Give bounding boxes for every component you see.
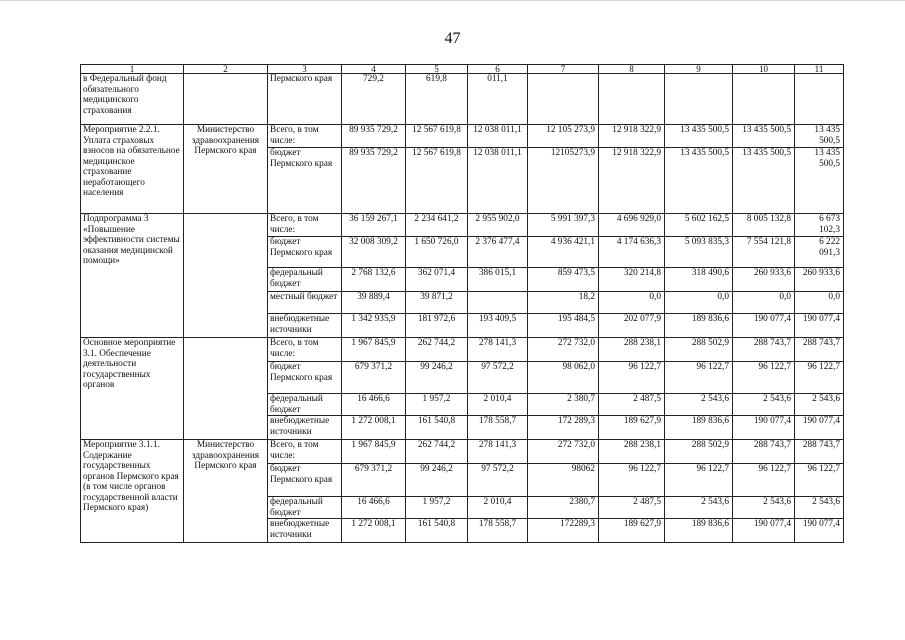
amount-cell: 2 543,6 bbox=[795, 394, 844, 416]
amount-cell: 13 435 500,5 bbox=[733, 125, 795, 148]
amount-cell: 190 077,4 bbox=[795, 519, 844, 543]
amount-cell: 1 272 008,1 bbox=[342, 519, 406, 543]
amount-cell: 2 543,6 bbox=[733, 497, 795, 519]
funding-source-cell: бюджет Пермского края bbox=[268, 362, 342, 394]
column-number: 3 bbox=[268, 65, 342, 74]
program-cell: Мероприятие 3.1.1. Содержание государственных органов Пермского края (в том числе органов государственной власти Пермского края) bbox=[81, 440, 184, 543]
amount-cell: 189 627,9 bbox=[599, 416, 665, 440]
amount-cell: 96 122,7 bbox=[599, 464, 665, 497]
amount-cell: 172 289,3 bbox=[528, 416, 599, 440]
amount-cell: 12 918 322,9 bbox=[599, 148, 665, 214]
funding-source-cell: местный бюджет bbox=[268, 292, 342, 314]
amount-cell: 2 376 477,4 bbox=[468, 237, 528, 268]
budget-table bbox=[80, 64, 844, 543]
amount-cell: 2 487,5 bbox=[599, 394, 665, 416]
amount-cell: 6 222 091,3 bbox=[795, 237, 844, 268]
amount-cell bbox=[665, 74, 733, 125]
amount-cell: 1 967 845,9 bbox=[342, 338, 406, 362]
amount-cell: 1 342 935,9 bbox=[342, 314, 406, 338]
amount-cell: 189 836,6 bbox=[665, 314, 733, 338]
funding-source-cell: бюджет Пермского края bbox=[268, 237, 342, 268]
column-number: 7 bbox=[528, 65, 599, 74]
amount-cell: 4 936 421,1 bbox=[528, 237, 599, 268]
column-number: 1 bbox=[81, 65, 184, 74]
program-cell: Подпрограмма 3 «Повышение эффективности системы оказания медицинской помощи» bbox=[81, 214, 184, 338]
amount-cell: 96 122,7 bbox=[733, 464, 795, 497]
amount-cell bbox=[468, 292, 528, 314]
amount-cell: 0,0 bbox=[795, 292, 844, 314]
amount-cell bbox=[795, 74, 844, 125]
amount-cell: 6 673 102,3 bbox=[795, 214, 844, 237]
table-row bbox=[81, 440, 844, 464]
amount-cell: 189 836,6 bbox=[665, 519, 733, 543]
amount-cell: 0,0 bbox=[733, 292, 795, 314]
amount-cell: 288 502,9 bbox=[665, 440, 733, 464]
amount-cell: 320 214,8 bbox=[599, 268, 665, 292]
amount-cell: 12 038 011,1 bbox=[468, 125, 528, 148]
amount-cell: 288 743,7 bbox=[795, 338, 844, 362]
amount-cell: 1 957,2 bbox=[406, 394, 468, 416]
amount-cell: 13 435 500,5 bbox=[665, 125, 733, 148]
amount-cell: 1 957,2 bbox=[406, 497, 468, 519]
amount-cell: 12 567 619,8 bbox=[406, 148, 468, 214]
executor-cell bbox=[184, 338, 268, 440]
funding-source-cell: Всего, в том числе: bbox=[268, 125, 342, 148]
amount-cell: 4 174 636,3 bbox=[599, 237, 665, 268]
amount-cell: 859 473,5 bbox=[528, 268, 599, 292]
amount-cell: 195 484,5 bbox=[528, 314, 599, 338]
funding-source-cell: бюджет Пермского края bbox=[268, 148, 342, 214]
amount-cell: 96 122,7 bbox=[795, 464, 844, 497]
table-row bbox=[81, 125, 844, 148]
funding-source-cell: Всего, в том числе: bbox=[268, 338, 342, 362]
column-number: 8 bbox=[599, 65, 665, 74]
executor-cell: Министерство здравоохранения Пермского края bbox=[184, 125, 268, 214]
amount-cell: 190 077,4 bbox=[733, 519, 795, 543]
amount-cell: 288 743,7 bbox=[733, 338, 795, 362]
funding-source-cell: Всего, в том числе: bbox=[268, 214, 342, 237]
amount-cell: 318 490,6 bbox=[665, 268, 733, 292]
amount-cell bbox=[733, 74, 795, 125]
funding-source-cell: внебюджетные источники bbox=[268, 519, 342, 543]
amount-cell: 011,1 bbox=[468, 74, 528, 125]
amount-cell: 2 768 132,6 bbox=[342, 268, 406, 292]
amount-cell: 2 543,6 bbox=[665, 394, 733, 416]
amount-cell: 96 122,7 bbox=[599, 362, 665, 394]
amount-cell: 178 558,7 bbox=[468, 416, 528, 440]
funding-source-cell: внебюджетные источники bbox=[268, 416, 342, 440]
amount-cell: 12 038 011,1 bbox=[468, 148, 528, 214]
amount-cell: 99 246,2 bbox=[406, 464, 468, 497]
amount-cell: 386 015,1 bbox=[468, 268, 528, 292]
amount-cell: 0,0 bbox=[665, 292, 733, 314]
amount-cell: 12 105 273,9 bbox=[528, 125, 599, 148]
amount-cell: 98062 bbox=[528, 464, 599, 497]
amount-cell: 18,2 bbox=[528, 292, 599, 314]
amount-cell: 96 122,7 bbox=[733, 362, 795, 394]
amount-cell: 32 008 309,2 bbox=[342, 237, 406, 268]
funding-source-cell: федеральный бюджет bbox=[268, 268, 342, 292]
table-row bbox=[81, 214, 844, 237]
amount-cell: 0,0 bbox=[599, 292, 665, 314]
column-number-row bbox=[81, 65, 844, 74]
amount-cell: 288 502,9 bbox=[665, 338, 733, 362]
amount-cell: 189 836,6 bbox=[665, 416, 733, 440]
amount-cell: 262 744,2 bbox=[406, 440, 468, 464]
amount-cell bbox=[599, 74, 665, 125]
funding-source-cell: бюджет Пермского края bbox=[268, 464, 342, 497]
amount-cell: 181 972,6 bbox=[406, 314, 468, 338]
amount-cell: 278 141,3 bbox=[468, 338, 528, 362]
amount-cell: 2 234 641,2 bbox=[406, 214, 468, 237]
executor-cell: Министерство здравоохранения Пермского края bbox=[184, 440, 268, 543]
funding-source-cell: внебюджетные источники bbox=[268, 314, 342, 338]
amount-cell: 7 554 121,8 bbox=[733, 237, 795, 268]
page-top-edge bbox=[0, 0, 905, 7]
amount-cell: 1 272 008,1 bbox=[342, 416, 406, 440]
column-number: 10 bbox=[733, 65, 795, 74]
amount-cell: 288 743,7 bbox=[733, 440, 795, 464]
amount-cell: 89 935 729,2 bbox=[342, 148, 406, 214]
amount-cell: 2 543,6 bbox=[733, 394, 795, 416]
amount-cell: 1 650 726,0 bbox=[406, 237, 468, 268]
column-number: 11 bbox=[795, 65, 844, 74]
amount-cell: 161 540,8 bbox=[406, 416, 468, 440]
page-number: 47 bbox=[444, 30, 461, 47]
amount-cell: 96 122,7 bbox=[795, 362, 844, 394]
amount-cell: 619,8 bbox=[406, 74, 468, 125]
column-number: 4 bbox=[342, 65, 406, 74]
amount-cell: 190 077,4 bbox=[795, 416, 844, 440]
executor-cell bbox=[184, 74, 268, 125]
program-cell: Основное мероприятие 3.1. Обеспечение деятельности государственных органов bbox=[81, 338, 184, 440]
amount-cell: 96 122,7 bbox=[665, 362, 733, 394]
program-cell: в Федеральный фонд обязательного медицинского страхования bbox=[81, 74, 184, 125]
funding-source-cell: Пермского края bbox=[268, 74, 342, 125]
amount-cell: 16 466,6 bbox=[342, 497, 406, 519]
amount-cell: 2 543,6 bbox=[795, 497, 844, 519]
amount-cell: 8 005 132,8 bbox=[733, 214, 795, 237]
amount-cell: 2380,7 bbox=[528, 497, 599, 519]
amount-cell: 190 077,4 bbox=[795, 314, 844, 338]
amount-cell: 98 062,0 bbox=[528, 362, 599, 394]
amount-cell: 99 246,2 bbox=[406, 362, 468, 394]
amount-cell: 362 071,4 bbox=[406, 268, 468, 292]
amount-cell: 272 732,0 bbox=[528, 440, 599, 464]
amount-cell: 193 409,5 bbox=[468, 314, 528, 338]
amount-cell: 36 159 267,1 bbox=[342, 214, 406, 237]
amount-cell: 39 871,2 bbox=[406, 292, 468, 314]
amount-cell: 2 543,6 bbox=[665, 497, 733, 519]
amount-cell: 12 567 619,8 bbox=[406, 125, 468, 148]
amount-cell: 2 380,7 bbox=[528, 394, 599, 416]
amount-cell: 5 602 162,5 bbox=[665, 214, 733, 237]
table-row bbox=[81, 338, 844, 362]
executor-cell bbox=[184, 214, 268, 338]
amount-cell: 2 487,5 bbox=[599, 497, 665, 519]
amount-cell: 172289,3 bbox=[528, 519, 599, 543]
table-row bbox=[81, 74, 844, 125]
amount-cell: 96 122,7 bbox=[665, 464, 733, 497]
funding-source-cell: Всего, в том числе: bbox=[268, 440, 342, 464]
amount-cell: 278 141,3 bbox=[468, 440, 528, 464]
column-number: 6 bbox=[468, 65, 528, 74]
amount-cell: 189 627,9 bbox=[599, 519, 665, 543]
amount-cell: 288 238,1 bbox=[599, 338, 665, 362]
amount-cell: 729,2 bbox=[342, 74, 406, 125]
amount-cell: 288 743,7 bbox=[795, 440, 844, 464]
amount-cell bbox=[528, 74, 599, 125]
column-number: 5 bbox=[406, 65, 468, 74]
funding-source-cell: федеральный бюджет bbox=[268, 497, 342, 519]
amount-cell: 2 010,4 bbox=[468, 394, 528, 416]
column-number: 9 bbox=[665, 65, 733, 74]
amount-cell: 679 371,2 bbox=[342, 464, 406, 497]
amount-cell: 89 935 729,2 bbox=[342, 125, 406, 148]
amount-cell: 178 558,7 bbox=[468, 519, 528, 543]
amount-cell: 39 889,4 bbox=[342, 292, 406, 314]
amount-cell: 13 435 500,5 bbox=[733, 148, 795, 214]
column-number: 2 bbox=[184, 65, 268, 74]
amount-cell: 260 933,6 bbox=[733, 268, 795, 292]
amount-cell: 5 093 835,3 bbox=[665, 237, 733, 268]
program-cell: Мероприятие 2.2.1. Уплата страховых взносов на обязательное медицинское страхование неработающего населения bbox=[81, 125, 184, 214]
amount-cell: 190 077,4 bbox=[733, 416, 795, 440]
funding-source-cell: федеральный бюджет bbox=[268, 394, 342, 416]
amount-cell: 190 077,4 bbox=[733, 314, 795, 338]
amount-cell: 272 732,0 bbox=[528, 338, 599, 362]
amount-cell: 16 466,6 bbox=[342, 394, 406, 416]
amount-cell: 202 077,9 bbox=[599, 314, 665, 338]
amount-cell: 260 933,6 bbox=[795, 268, 844, 292]
amount-cell: 97 572,2 bbox=[468, 362, 528, 394]
amount-cell: 2 010,4 bbox=[468, 497, 528, 519]
amount-cell: 288 238,1 bbox=[599, 440, 665, 464]
amount-cell: 13 435 500,5 bbox=[795, 148, 844, 214]
amount-cell: 12 918 322,9 bbox=[599, 125, 665, 148]
amount-cell: 161 540,8 bbox=[406, 519, 468, 543]
amount-cell: 2 955 902,0 bbox=[468, 214, 528, 237]
amount-cell: 13 435 500,5 bbox=[665, 148, 733, 214]
amount-cell: 97 572,2 bbox=[468, 464, 528, 497]
amount-cell: 13 435 500,5 bbox=[795, 125, 844, 148]
amount-cell: 5 991 397,3 bbox=[528, 214, 599, 237]
amount-cell: 12105273,9 bbox=[528, 148, 599, 214]
amount-cell: 262 744,2 bbox=[406, 338, 468, 362]
amount-cell: 679 371,2 bbox=[342, 362, 406, 394]
amount-cell: 4 696 929,0 bbox=[599, 214, 665, 237]
amount-cell: 1 967 845,9 bbox=[342, 440, 406, 464]
